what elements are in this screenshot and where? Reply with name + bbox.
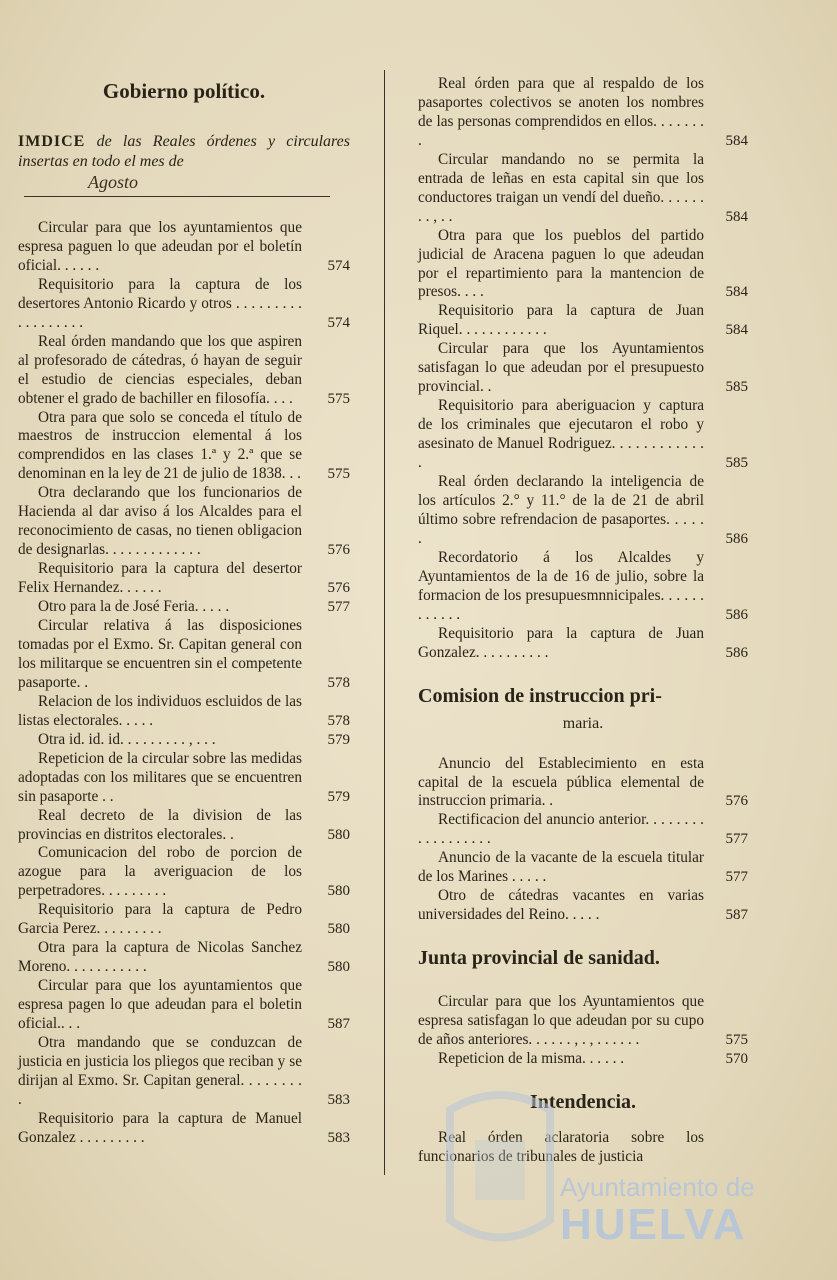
index-entry: [18, 560, 350, 598]
entry-text: Real órden aclaratoria sobre los funcionarios de tribunales de justicia: [418, 1128, 704, 1165]
entry-page-number: 586: [725, 530, 748, 547]
section-subtitle-comision: maria.: [562, 714, 604, 732]
entry-page-number: 587: [725, 907, 748, 924]
entry-page-number: 577: [327, 599, 350, 616]
entry-text: Circular mandando no se permita la entrada de leñas en esta capital sin que los conductores traigan un vendí del dueño. . . . . . . . , . .: [418, 150, 704, 225]
entry-page-number: 583: [327, 1129, 350, 1146]
entry-text: Requisitorio para aberiguacion y captura de los criminales que ejecutaron el robo y asesinato de Manuel Rodriguez. . . . . . . . . . . . .: [418, 397, 704, 472]
entry-page-number: 579: [327, 731, 350, 748]
handwritten-month: Agosto: [88, 172, 139, 192]
entry-text: Otra declarando que los funcionarios de Hacienda al dar aviso á los Alcaldes para el reconocimiento de casas, no tienen obligacion de designarlas. . . . . . . . . . . . .: [18, 484, 302, 559]
index-entry: [18, 219, 350, 276]
entry-page-number: 586: [725, 606, 748, 623]
entry-page-number: 585: [725, 379, 748, 396]
watermark-line-1: Ayuntamiento de: [560, 1172, 755, 1202]
index-entry: [18, 598, 350, 617]
entry-text: Requisitorio para la captura de Pedro Garcia Perez. . . . . . . . .: [18, 901, 302, 938]
entry-text: Otra id. id. id. . . . . . . . . , . . .: [38, 730, 216, 748]
entry-text: Otra para la captura de Nicolas Sanchez Moreno. . . . . . . . . . .: [18, 939, 302, 976]
section-title-comision: Comision de instruccion pri-: [418, 684, 662, 707]
entry-text: Real órden para que al respaldo de los pasaportes colectivos se anoten los nombres de las personas comprendidos en ellos. . . . . . . .: [418, 75, 704, 149]
entry-text: Circular para que los Ayuntamientos que espresa satisfagan lo que adeudan por su cupo de años anteriores. . . . . . , . , . . . . . .: [418, 993, 704, 1049]
index-entry: [418, 473, 748, 549]
entry-page-number: 580: [327, 959, 350, 976]
index-entry: [18, 617, 350, 693]
entry-text: Anuncio del Establecimiento en esta capital de la escuela pública elemental de instruccion primaria. .: [418, 754, 704, 810]
entry-text: Real órden declarando la inteligencia de los artículos 2.° y 11.° de la de 21 de abril último sobre refrendacion de pasaportes. . . . . .: [418, 473, 704, 547]
index-entry: [18, 901, 350, 939]
left-column: [18, 0, 350, 1148]
entry-text: Comunicacion del robo de porcion de azogue para la averiguacion de los perpetradores. . . . . . . . .: [18, 844, 302, 900]
entry-page-number: 580: [327, 883, 350, 900]
entry-text: Recordatorio á los Alcaldes y Ayuntamientos de la de 16 de julio, sobre la formacion de los presupuesmnnicipales. . . . . . . . . . . .: [418, 548, 704, 623]
entry-text: Otra mandando que se conduzcan de justicia en justicia los pliegos que reciban y se dirijan al Exmo. Sr. Capitan general. . . . . . . . .: [18, 1033, 302, 1108]
indice-text: de las Reales órdenes y circulares insertas en todo el mes de: [18, 133, 350, 170]
right-entries-list-2: [418, 755, 748, 926]
entry-text: Real decreto de la division de las provincias en distritos electorales. .: [18, 806, 302, 843]
entry-text: Requisitorio para la captura de Juan Gonzalez. . . . . . . . . .: [418, 624, 704, 661]
column-divider: [384, 70, 385, 1175]
index-entry: [18, 731, 350, 750]
index-entry: [418, 227, 748, 303]
entry-page-number: 580: [327, 826, 350, 843]
indice-caps: IMDICE: [18, 133, 86, 150]
index-entry: [18, 693, 350, 731]
entry-text: Requisitorio para la captura de los desertores Antonio Ricardo y otros . . . . . . . . . . . . . . . . . .: [18, 275, 302, 331]
entry-page-number: 577: [725, 869, 748, 886]
entry-page-number: 586: [725, 644, 748, 661]
section-title-gobierno: Gobierno político.: [102, 79, 266, 103]
index-entry: [418, 1050, 748, 1069]
index-entry: [18, 484, 350, 560]
index-entry: [418, 340, 748, 397]
index-entry: [418, 397, 748, 473]
index-entry: [418, 887, 748, 925]
entry-page-number: 577: [725, 831, 748, 848]
index-entry: [18, 1034, 350, 1110]
right-column: [418, 0, 748, 1167]
left-entries-list: [18, 219, 350, 1148]
entry-page-number: 579: [327, 788, 350, 805]
index-entry: [418, 755, 748, 812]
entry-page-number: 574: [327, 314, 350, 331]
index-entry: [418, 993, 748, 1050]
heading-rule: [24, 196, 330, 197]
entry-page-number: 580: [327, 921, 350, 938]
entry-text: Circular para que los Ayuntamientos satisfagan lo que adeudan por el presupuesto provincial. .: [418, 340, 704, 396]
entry-page-number: 583: [327, 1091, 350, 1108]
entry-text: Circular relativa á las disposiciones tomadas por el Exmo. Sr. Capitan general con los militarque se encuentren sin el competente pasaporte. .: [18, 617, 302, 691]
entry-text: Repeticion de la circular sobre las medidas adoptadas con los militares que se encuentren sin pasaporte . .: [18, 749, 302, 805]
entry-page-number: 584: [725, 322, 748, 339]
indice-heading: [18, 132, 350, 172]
entry-page-number: 584: [725, 284, 748, 301]
index-entry: [418, 849, 748, 887]
entry-text: Otra para que los pueblos del partido judicial de Aracena paguen lo que adeudan por el repartimiento para la mantencion de presos. . . .: [418, 226, 704, 301]
entry-page-number: 578: [327, 712, 350, 729]
entry-text: Requisitorio para la captura de Juan Riquel. . . . . . . . . . . .: [418, 302, 704, 339]
index-entry: [418, 811, 748, 849]
index-entry: [418, 75, 748, 151]
entry-text: Requisitorio para la captura de Manuel Gonzalez . . . . . . . . .: [18, 1109, 302, 1146]
entry-page-number: 576: [327, 542, 350, 559]
entry-page-number: 574: [327, 257, 350, 274]
right-entries-list-1: [418, 75, 748, 663]
index-entry: [18, 977, 350, 1034]
entry-page-number: 585: [725, 455, 748, 472]
entry-page-number: 584: [725, 208, 748, 225]
entry-page-number: 570: [725, 1050, 748, 1067]
entry-text: Otra para que solo se conceda el título de maestros de instruccion elemental á los comprendidos en las clases 1.ª y 2.ª que se denominan en la ley de 21 de julio de 1838. . .: [18, 408, 302, 483]
entry-text: Otro para la de José Feria. . . . .: [38, 598, 230, 616]
entry-page-number: 584: [725, 132, 748, 149]
index-entry: [18, 1110, 350, 1148]
entry-text: Circular para que los ayuntamientos que espresa paguen lo que adeudan por el boletín oficial. . . . . .: [18, 219, 302, 274]
index-entry: [18, 750, 350, 807]
entry-text: Real órden mandando que los que aspiren al profesorado de cátedras, ó hayan de seguir el estudio de ciencias especiales, deban obtener el grado de bachiller en filosofía. . . .: [18, 332, 302, 407]
entry-page-number: 576: [327, 580, 350, 597]
index-entry: [18, 333, 350, 409]
entry-page-number: 587: [327, 1016, 350, 1033]
entry-text: Relacion de los individuos escluidos de las listas electorales. . . . .: [18, 692, 302, 729]
entry-page-number: 575: [327, 390, 350, 407]
index-entry: [18, 844, 350, 901]
entry-text: Circular para que los ayuntamientos que espresa pagen lo que adeudan para el boletin oficial.. . .: [18, 977, 302, 1033]
index-entry: [18, 807, 350, 845]
index-entry: [18, 276, 350, 333]
entry-page-number: 576: [725, 793, 748, 810]
entry-text: Requisitorio para la captura del desertor Felix Hernandez. . . . . .: [18, 560, 302, 597]
entry-text: Repeticion de la misma. . . . . .: [438, 1049, 625, 1067]
index-entry: [418, 625, 748, 663]
right-entries-list-3: [418, 993, 748, 1069]
watermark-line-2: HUELVA: [560, 1200, 747, 1249]
index-entry: [418, 151, 748, 227]
index-entry: [418, 549, 748, 625]
index-entry: [18, 409, 350, 485]
entry-text: Rectificacion del anuncio anterior. . . . . . . . . . . . . . . . . .: [418, 811, 704, 848]
section-title-intendencia: Intendencia.: [529, 1090, 637, 1113]
entry-page-number: 575: [725, 1032, 748, 1049]
index-entry: [418, 302, 748, 340]
entry-text: Anuncio de la vacante de la escuela titular de los Marines . . . . .: [418, 849, 704, 886]
index-entry: [18, 939, 350, 977]
section-title-junta: Junta provincial de sanidad.: [418, 947, 660, 970]
entry-page-number: 578: [327, 674, 350, 691]
entry-page-number: 575: [327, 466, 350, 483]
entry-text: Otro de cátedras vacantes en varias universidades del Reino. . . . .: [418, 887, 704, 924]
